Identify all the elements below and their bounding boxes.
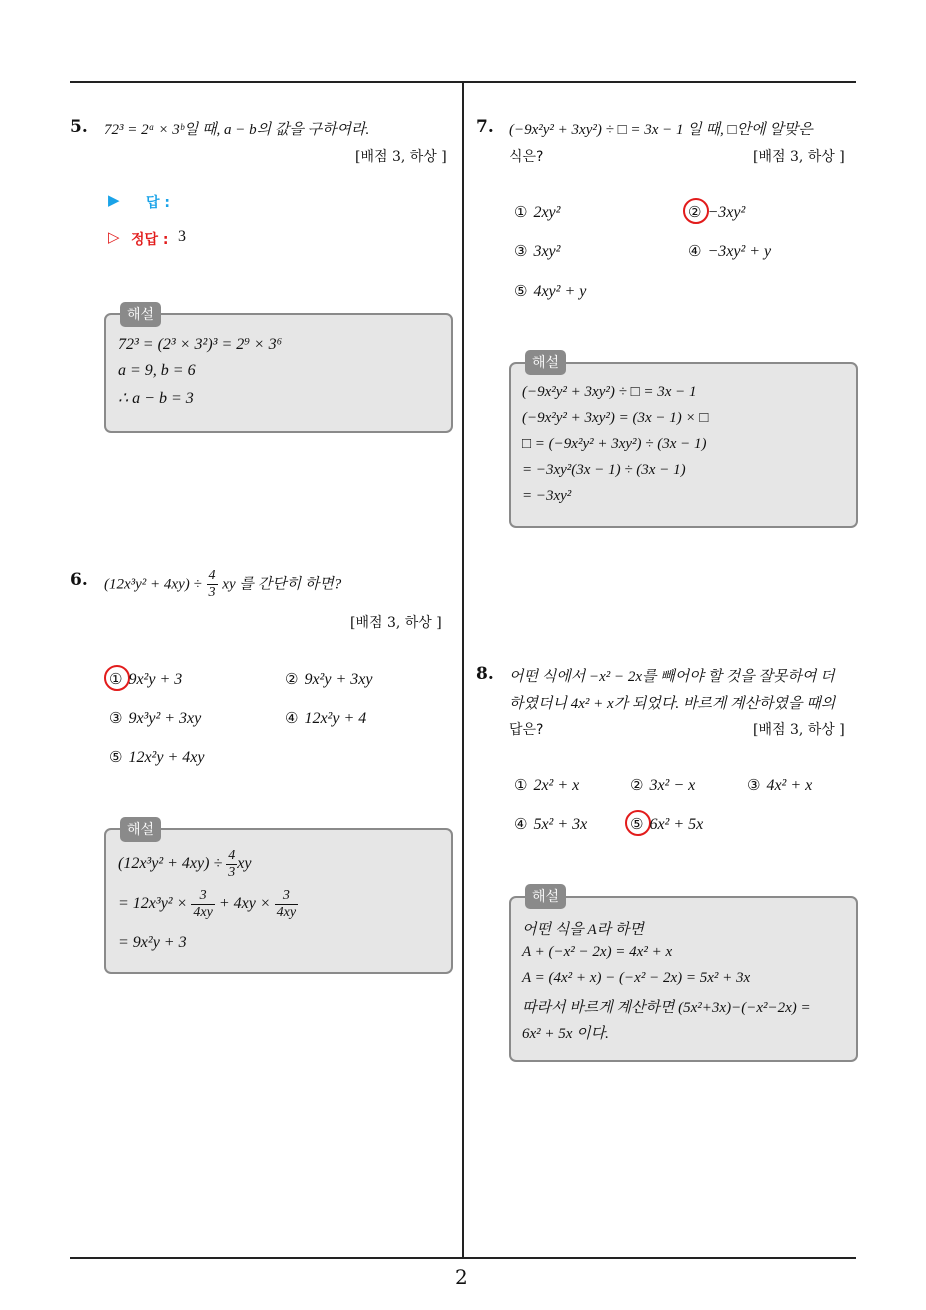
option-text: 9x²y + 3 <box>128 671 183 688</box>
solution-line: = 9x²y + 3 <box>118 934 187 951</box>
option-number: ② <box>285 670 299 688</box>
solution-text-part: xy <box>237 855 252 873</box>
solution-tag: 해설 <box>120 302 161 327</box>
option-5[interactable] <box>630 815 703 834</box>
question-text-line-2: 하였더니 4x² + x가 되었다. 바르게 계산하였을 때의 <box>509 696 836 712</box>
option-number: ③ <box>109 709 123 727</box>
option-number: ④ <box>285 709 299 727</box>
option-1[interactable] <box>514 776 579 795</box>
solution-line: = −3xy²(3x − 1) ÷ (3x − 1) <box>522 462 686 478</box>
question-text-line-1: (−9x²y² + 3xy²) ÷ □ = 3x − 1 일 때, □안에 알맞은 <box>509 122 813 138</box>
solution-line: 어떤 식을 A라 하면 <box>522 922 644 938</box>
option-1[interactable] <box>109 670 182 689</box>
option-text: 9x³y² + 3xy <box>128 710 202 727</box>
option-text: 3x² − x <box>649 777 696 794</box>
option-5[interactable] <box>514 282 586 301</box>
option-number: ③ <box>514 242 528 260</box>
fraction-denominator: 4xy <box>193 905 213 920</box>
option-4[interactable] <box>514 815 587 834</box>
solution-text-part: + 4xy × <box>218 895 271 913</box>
solution-line: (−9x²y² + 3xy²) = (3x − 1) × □ <box>522 410 709 426</box>
option-text: 3xy² <box>533 243 561 260</box>
question-text-line-2: 식은? <box>509 149 544 165</box>
option-number: ① <box>109 670 123 688</box>
option-number: ④ <box>514 815 528 833</box>
option-number: ② <box>630 776 644 794</box>
score-meta: [배점 3, 하상 ] <box>355 149 447 165</box>
option-number: ① <box>514 203 528 221</box>
question-text-line-1: 어떤 식에서 −x² − 2x를 빼어야 할 것을 잘못하여 더 <box>509 669 835 685</box>
question-text-part: xy 를 간단히 하면? <box>222 576 342 593</box>
solution-line: 따라서 바르게 계산하면 (5x²+3x)−(−x²−2x) = <box>522 1000 811 1016</box>
solution-line <box>118 888 298 921</box>
question-text-part: (12x³y² + 4xy) ÷ <box>104 576 202 593</box>
solution-line: A + (−x² − 2x) = 4x² + x <box>522 944 673 960</box>
solution-line: □ = (−9x²y² + 3xy²) ÷ (3x − 1) <box>522 436 707 452</box>
column-divider <box>462 82 464 1258</box>
score-meta: [배점 3, 하상 ] <box>753 722 845 738</box>
option-text: 5x² + 3x <box>533 816 588 833</box>
option-text: 12x²y + 4 <box>304 710 367 727</box>
option-number: ⑤ <box>514 282 528 300</box>
option-number: ⑤ <box>109 748 123 766</box>
question-text: 72³ = 2ᵃ × 3ᵇ일 때, a − b의 값을 구하여라. <box>104 122 370 138</box>
solution-line: a = 9, b = 6 <box>118 362 196 379</box>
option-3[interactable] <box>514 242 560 261</box>
question-number: 8. <box>476 664 494 684</box>
fraction-numerator: 3 <box>191 888 214 905</box>
option-text: 2x² + x <box>533 777 580 794</box>
solution-tag: 해설 <box>525 350 566 375</box>
option-number: ⑤ <box>630 815 644 833</box>
question-text <box>104 568 341 601</box>
correct-value: 3 <box>178 228 186 245</box>
question-number: 5. <box>70 117 88 137</box>
solution-tag: 해설 <box>525 884 566 909</box>
fraction <box>207 568 218 601</box>
fraction-denominator: 3 <box>208 585 216 600</box>
solution-line: 6x² + 5x 이다. <box>522 1026 609 1042</box>
option-2[interactable] <box>285 670 372 689</box>
bottom-rule <box>70 1257 856 1259</box>
fraction-numerator: 3 <box>275 888 298 905</box>
option-3[interactable] <box>109 709 201 728</box>
option-text: 9x²y + 3xy <box>304 671 373 688</box>
solution-line <box>118 848 251 881</box>
option-number: ④ <box>688 242 702 260</box>
solution-line: ∴ a − b = 3 <box>118 390 194 407</box>
fraction-denominator: 3 <box>228 865 236 880</box>
fraction-numerator: 4 <box>208 568 216 583</box>
option-number: ① <box>514 776 528 794</box>
option-2[interactable] <box>630 776 695 795</box>
option-number: ② <box>688 203 702 221</box>
option-text: −3xy² + y <box>707 243 772 260</box>
option-4[interactable] <box>688 242 771 261</box>
solution-line: (−9x²y² + 3xy²) ÷ □ = 3x − 1 <box>522 384 697 400</box>
answer-arrow-icon: ▶ <box>108 191 120 209</box>
fraction-numerator: 4 <box>228 848 236 863</box>
option-text: −3xy² <box>707 204 746 221</box>
option-1[interactable] <box>514 203 560 222</box>
solution-tag: 해설 <box>120 817 161 842</box>
option-text: 6x² + 5x <box>649 816 704 833</box>
question-text-line-3: 답은? <box>509 722 544 738</box>
question-number: 7. <box>476 117 494 137</box>
option-3[interactable] <box>747 776 812 795</box>
option-5[interactable] <box>109 748 204 767</box>
solution-line: = −3xy² <box>522 488 572 504</box>
correct-label: 정답 : <box>131 232 169 248</box>
fraction <box>191 888 214 921</box>
option-text: 12x²y + 4xy <box>128 749 205 766</box>
fraction <box>226 848 237 881</box>
solution-text-part: = 12x³y² × <box>118 895 188 913</box>
answer-label: 답 : <box>146 195 170 211</box>
solution-line: 72³ = (2³ × 3²)³ = 2⁹ × 3⁶ <box>118 336 283 353</box>
option-text: 4x² + x <box>766 777 813 794</box>
solution-line: A = (4x² + x) − (−x² − 2x) = 5x² + 3x <box>522 970 751 986</box>
option-text: 2xy² <box>533 204 561 221</box>
score-meta: [배점 3, 하상 ] <box>350 615 442 631</box>
fraction <box>275 888 298 921</box>
option-2[interactable] <box>688 203 745 222</box>
page-number: 2 <box>455 1265 468 1289</box>
fraction-denominator: 4xy <box>276 905 297 920</box>
score-meta: [배점 3, 하상 ] <box>753 149 845 165</box>
question-number: 6. <box>70 570 88 590</box>
option-4[interactable] <box>285 709 366 728</box>
solution-text-part: (12x³y² + 4xy) ÷ <box>118 855 223 873</box>
correct-arrow-icon: ▷ <box>108 228 120 246</box>
option-number: ③ <box>747 776 761 794</box>
option-text: 4xy² + y <box>533 283 587 300</box>
